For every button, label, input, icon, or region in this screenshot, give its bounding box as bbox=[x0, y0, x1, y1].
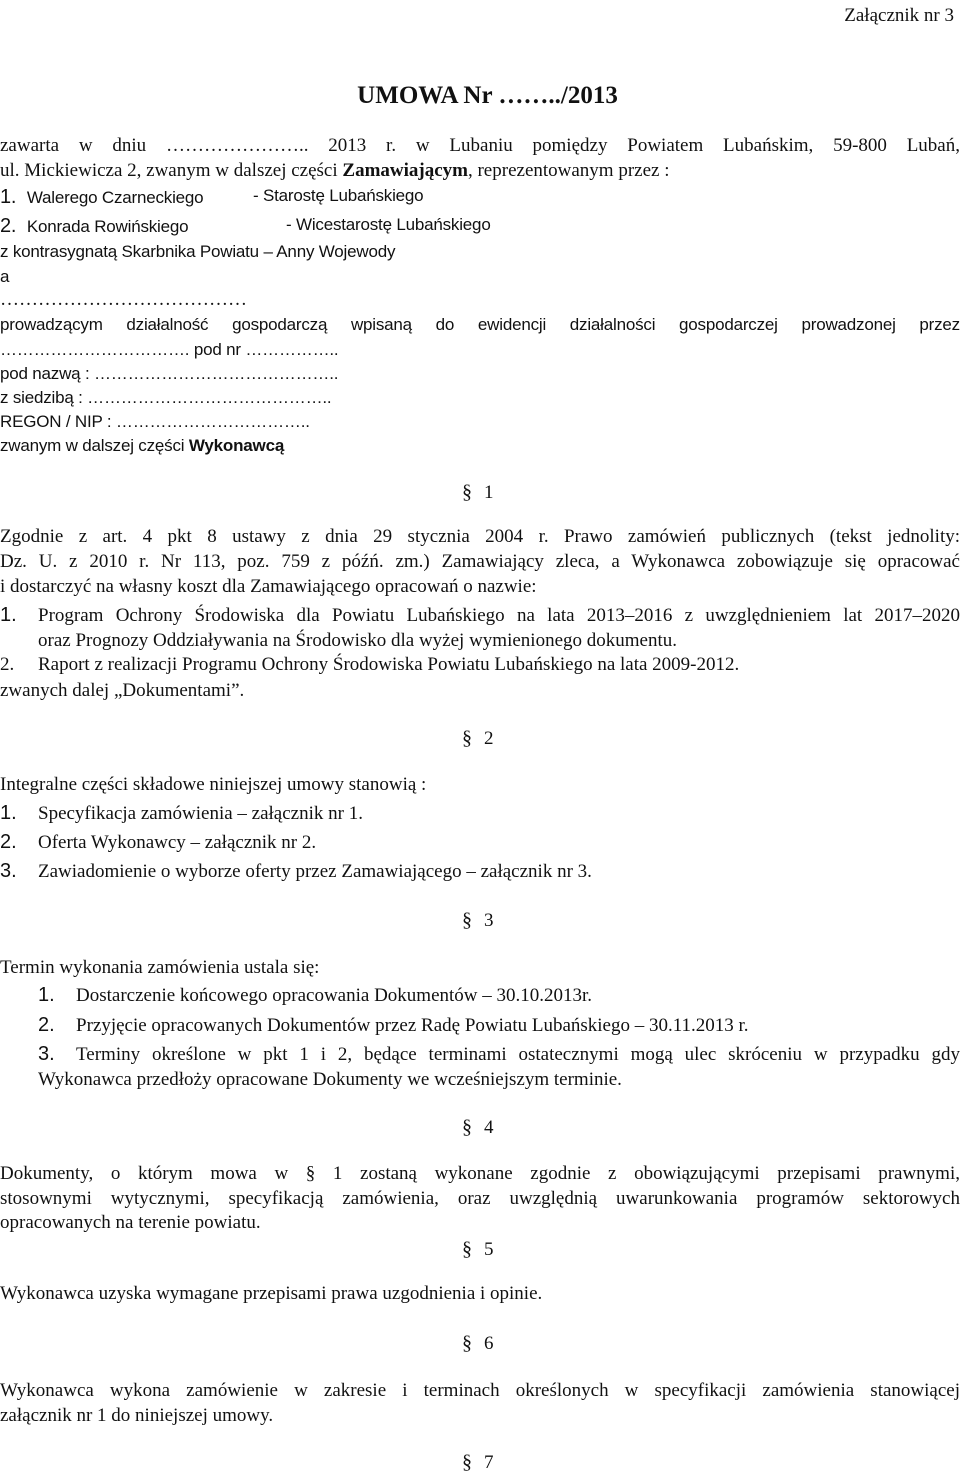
register-number-line: ……………………………. pod nr …………….. bbox=[0, 340, 339, 359]
s1-closing: zwanych dalej „Dokumentami”. bbox=[0, 680, 245, 701]
section-2-heading bbox=[462, 726, 494, 751]
s2-item-3: Zawiadomienie o wyborze oferty przez Zamawiającego – załącznik nr 3. bbox=[38, 861, 592, 882]
s3-item-2-number: 2. bbox=[38, 1014, 55, 1036]
s1-line-1: Zgodnie z art. 4 pkt 8 ustawy z dnia 29 stycznia 2004 r. Prawo zamówień publicznych (tekst jednolity: bbox=[0, 526, 960, 547]
intro-line-2 bbox=[0, 159, 670, 183]
section-number: 5 bbox=[484, 1239, 494, 1260]
business-registration-line: prowadzącym działalność gospodarczą wpisaną do ewidencji działalności gospodarczej prowadzonej przez bbox=[0, 315, 960, 334]
orderer-term: Zamawiającym bbox=[342, 160, 468, 181]
s1-item-1-line-1: Program Ochrony Środowiska dla Powiatu Lubańskiego na lata 2013–2016 z uwzględnieniem lat 2017–2020 bbox=[38, 605, 960, 626]
section-number: 4 bbox=[484, 1117, 494, 1138]
s2-item-1: Specyfikacja zamówienia – załącznik nr 1. bbox=[38, 803, 363, 824]
s4-line-1: Dokumenty, o którym mowa w § 1 zostaną wykonane zgodnie z obowiązującymi przepisami prawnymi, bbox=[0, 1163, 960, 1184]
intro-line-2-suffix: , reprezentowanym przez : bbox=[467, 160, 670, 181]
contractor-name-line: pod nazwą : …………………………………….. bbox=[0, 364, 339, 383]
representative-1 bbox=[0, 185, 424, 210]
s6-line-1: Wykonawca wykona zamówienie w zakresie i terminach określonych w specyfikacji zamówienia stanowiącej bbox=[0, 1380, 960, 1401]
section-mark: § bbox=[462, 1451, 472, 1473]
representative-1-role: - Starostę Lubańskiego bbox=[253, 186, 424, 205]
s3-intro: Termin wykonania zamówienia ustala się: bbox=[0, 957, 320, 978]
section-mark: § bbox=[462, 1238, 472, 1260]
section-mark: § bbox=[462, 909, 472, 931]
s3-item-1-number: 1. bbox=[38, 984, 55, 1006]
representative-1-name: Walerego Czarneckiego bbox=[26, 188, 204, 207]
s2-intro: Integralne części składowe niniejszej umowy stanowią : bbox=[0, 774, 427, 795]
section-4-heading bbox=[462, 1115, 494, 1140]
and-conjunction: a bbox=[0, 267, 10, 286]
s6-line-2: załącznik nr 1 do niniejszej umowy. bbox=[0, 1405, 274, 1426]
representative-2-role: - Wicestarostę Lubańskiego bbox=[286, 215, 491, 234]
s3-item-1: Dostarczenie końcowego opracowania Dokumentów – 30.10.2013r. bbox=[76, 985, 593, 1006]
section-1-heading bbox=[462, 480, 494, 505]
section-7-heading bbox=[462, 1450, 494, 1475]
s1-item-1-line-2: oraz Prognozy Oddziaływania na Środowisko dla wyżej wymienionego dokumentu. bbox=[38, 630, 677, 651]
contractor-placeholder: ………………………………… bbox=[0, 289, 247, 310]
s2-item-2-number: 2. bbox=[0, 831, 17, 853]
intro-line-1: zawarta w dniu ………………….. 2013 r. w Lubaniu pomiędzy Powiatem Lubańskim, 59-800 Lubań, bbox=[0, 135, 960, 156]
s3-item-3-number: 3. bbox=[38, 1043, 55, 1065]
section-mark: § bbox=[462, 1332, 472, 1354]
section-number: 1 bbox=[484, 482, 494, 503]
s1-item-2-number: 2. bbox=[0, 654, 15, 675]
s1-item-1-number: 1. bbox=[0, 604, 17, 626]
s1-item-2: Raport z realizacji Programu Ochrony Środowiska Powiatu Lubańskiego na lata 2009-2012. bbox=[38, 654, 740, 675]
countersignature: z kontrasygnatą Skarbnika Powiatu – Anny Wojewody bbox=[0, 242, 396, 261]
contractor-term-prefix: zwanym w dalszej części bbox=[0, 436, 189, 455]
representative-2-number: 2. bbox=[0, 215, 17, 237]
s1-line-2: Dz. U. z 2010 r. Nr 113, poz. 759 z późń. zm.) Zamawiający zleca, a Wykonawca zobowiązuje się opracować bbox=[0, 551, 960, 572]
s5-text: Wykonawca uzyska wymagane przepisami prawa uzgodnienia i opinie. bbox=[0, 1283, 543, 1304]
document-title: UMOWA Nr ……../2013 bbox=[357, 82, 618, 109]
s2-item-2: Oferta Wykonawcy – załącznik nr 2. bbox=[38, 832, 317, 853]
s2-item-3-number: 3. bbox=[0, 860, 17, 882]
section-number: 3 bbox=[484, 910, 494, 931]
contractor-term: Wykonawcą bbox=[188, 436, 285, 455]
representative-2-name: Konrada Rowińskiego bbox=[26, 217, 189, 236]
representative-1-number: 1. bbox=[0, 186, 17, 208]
regon-nip-line: REGON / NIP : …………………………….. bbox=[0, 412, 310, 431]
section-number: 2 bbox=[484, 728, 494, 749]
section-number: 7 bbox=[484, 1452, 494, 1473]
contractor-term-line bbox=[0, 435, 284, 456]
representative-2 bbox=[0, 214, 491, 239]
contractor-seat-line: z siedzibą : …………………………………….. bbox=[0, 388, 332, 407]
s1-line-3: i dostarczyć na własny koszt dla Zamawiającego opracowań o nazwie: bbox=[0, 576, 537, 597]
section-3-heading bbox=[462, 908, 494, 933]
section-mark: § bbox=[462, 1116, 472, 1138]
section-mark: § bbox=[462, 727, 472, 749]
s3-item-3-line-1: Terminy określone w pkt 1 i 2, będące terminami ostatecznymi mogą ulec skróceniu w przypadku gdy bbox=[76, 1044, 960, 1065]
intro-line-2-prefix: ul. Mickiewicza 2, zwanym w dalszej części bbox=[0, 160, 343, 181]
s4-line-2: stosownymi wytycznymi, specyfikacją zamówienia, oraz uwzględnią uwarunkowania programów sektorowych bbox=[0, 1188, 960, 1209]
s4-line-3: opracowanych na terenie powiatu. bbox=[0, 1212, 261, 1233]
s3-item-3-line-2: Wykonawca przedłoży opracowane Dokumenty we wcześniejszym terminie. bbox=[38, 1069, 622, 1090]
section-mark: § bbox=[462, 481, 472, 503]
section-5-heading bbox=[462, 1237, 494, 1262]
attachment-label: Załącznik nr 3 bbox=[844, 5, 954, 26]
s2-item-1-number: 1. bbox=[0, 802, 17, 824]
section-number: 6 bbox=[484, 1333, 494, 1354]
s3-item-2: Przyjęcie opracowanych Dokumentów przez Radę Powiatu Lubańskiego – 30.11.2013 r. bbox=[76, 1015, 749, 1036]
section-6-heading bbox=[462, 1331, 494, 1356]
